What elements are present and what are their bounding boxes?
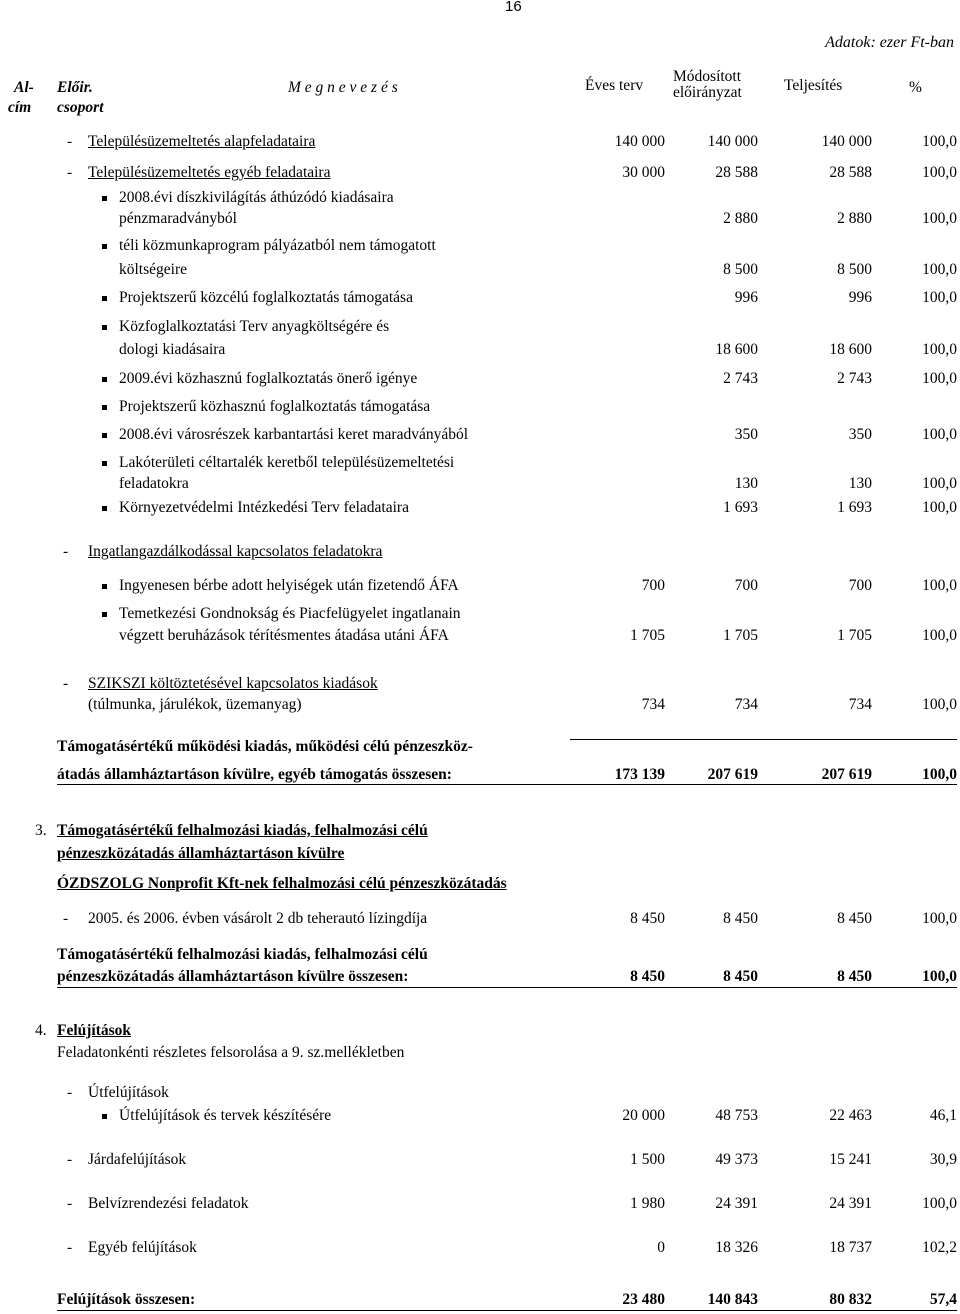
value-modositott: 49 373 [715,1151,758,1168]
value-eves-terv: 8 450 [630,910,665,927]
bullet-icon [102,377,107,382]
total-teljesites: 207 619 [821,766,872,783]
row-label-line2: feladatokra [119,475,189,492]
section-number: 4. [35,1022,47,1039]
value-teljesites: 8 450 [837,910,872,927]
row-label: Környezetvédelmi Intézkedési Terv feladataira [119,499,409,516]
value-percent: 100,0 [922,164,957,181]
total-percent: 100,0 [922,968,957,985]
row-label-line1: Lakóterületi céltartalék keretből településüzemeltetési [119,454,455,471]
row-label: Ingatlangazdálkodással kapcsolatos feladatokra [88,543,383,560]
section-note: Feladatonkénti részletes felsorolása a 9. sz.mellékletben [57,1044,405,1061]
row-label-line1: Közfoglalkoztatási Terv anyagköltségére és [119,318,390,335]
bullet-icon [102,506,107,511]
value-percent: 46,1 [929,1107,957,1124]
section-title: Felújítások [57,1022,132,1039]
value-modositott: 18 600 [715,341,758,358]
value-eves-terv: 734 [641,696,665,713]
row-label: 2005. és 2006. évben vásárolt 2 db teherautó lízingdíja [88,910,428,927]
value-eves-terv: 0 [657,1239,665,1256]
value-teljesites: 130 [848,475,872,492]
row-label-line2: költségeire [119,261,188,278]
value-modositott: 130 [734,475,758,492]
value-modositott: 700 [734,577,758,594]
value-eves-terv: 1 500 [630,1151,665,1168]
row-label: Egyéb felújítások [88,1239,197,1256]
row-label: Útfelújítások és tervek készítésére [119,1107,332,1124]
bullet-icon [102,405,107,410]
value-teljesites: 15 241 [829,1151,872,1168]
value-modositott: 48 753 [715,1107,758,1124]
value-percent: 100,0 [922,289,957,306]
total-modositott: 140 843 [707,1291,758,1308]
value-teljesites: 2 880 [837,210,872,227]
bullet-icon [102,196,107,201]
row-label: Településüzemeltetés alapfeladataira [88,133,316,150]
value-eves-terv: 1 980 [630,1195,665,1212]
dash: - [67,1151,73,1168]
total-label-line1: Támogatásértékű felhalmozási kiadás, felhalmozási célú [57,946,428,963]
value-modositott: 18 326 [715,1239,758,1256]
value-percent: 100,0 [922,370,957,387]
value-teljesites: 18 737 [829,1239,872,1256]
value-percent: 30,9 [929,1151,957,1168]
header-alcim-1: Al- [14,79,34,96]
row-label-line2: (túlmunka, járulékok, üzemanyag) [88,696,302,713]
row-label: Járdafelújítások [88,1151,187,1168]
dash: - [63,910,69,927]
value-percent: 100,0 [922,1195,957,1212]
value-percent: 100,0 [922,133,957,150]
bullet-icon [102,584,107,589]
header-eloir-1: Előir. [57,79,93,96]
bullet-icon [102,1114,107,1119]
value-percent: 100,0 [922,696,957,713]
dash: - [67,133,73,150]
total-teljesites: 8 450 [837,968,872,985]
header-alcim-2: cím [8,99,32,116]
value-modositott: 140 000 [707,133,758,150]
value-modositott: 2 880 [723,210,758,227]
divider [57,1310,957,1311]
row-label-line2: dologi kiadásaira [119,341,226,358]
total-label-line1: Támogatásértékű működési kiadás, működési célú pénzeszköz- [57,738,473,755]
value-teljesites: 1 693 [837,499,872,516]
value-percent: 100,0 [922,426,957,443]
header-eloir-2: csoport [57,99,104,116]
value-modositott: 8 450 [723,910,758,927]
value-teljesites: 734 [848,696,872,713]
row-label: Ingyenesen bérbe adott helyiségek után fizetendő ÁFA [119,577,459,594]
row-label-line1: SZIKSZI költöztetésével kapcsolatos kiadások [88,675,378,692]
total-modositott: 207 619 [707,766,758,783]
value-eves-terv: 1 705 [630,627,665,644]
value-teljesites: 8 500 [837,261,872,278]
units-note: Adatok: ezer Ft-ban [825,34,954,51]
value-teljesites: 22 463 [829,1107,872,1124]
header-modositott-1: Módosított [673,68,742,85]
value-modositott: 24 391 [715,1195,758,1212]
value-modositott: 28 588 [715,164,758,181]
value-modositott: 1 693 [723,499,758,516]
header-eves-terv: Éves terv [585,77,644,94]
bullet-icon [102,433,107,438]
total-teljesites: 80 832 [829,1291,872,1308]
divider [570,739,957,740]
header-teljesites: Teljesítés [784,77,843,94]
dash: - [63,543,69,560]
row-label: Belvízrendezési feladatok [88,1195,249,1212]
dash: - [63,675,69,692]
value-modositott: 2 743 [723,370,758,387]
header-megnevezes: M e g n e v e z é s [288,79,398,96]
value-teljesites: 700 [848,577,872,594]
section-number: 3. [35,822,47,839]
row-label: Településüzemeltetés egyéb feladataira [88,164,331,181]
value-percent: 100,0 [922,210,957,227]
value-eves-terv: 20 000 [622,1107,665,1124]
value-modositott: 734 [734,696,758,713]
value-modositott: 996 [734,289,758,306]
header-percent: % [909,79,922,96]
header-modositott-2: előirányzat [673,84,742,101]
value-percent: 100,0 [922,627,957,644]
row-label: 2009.évi közhasznú foglalkoztatás önerő igénye [119,370,418,387]
value-percent: 100,0 [922,475,957,492]
total-modositott: 8 450 [723,968,758,985]
value-percent: 100,0 [922,499,957,516]
value-eves-terv: 140 000 [614,133,665,150]
row-label: 2008.évi városrészek karbantartási keret maradványából [119,426,469,443]
row-label: Projektszerű közhasznú foglalkoztatás támogatása [119,398,431,415]
value-percent: 100,0 [922,910,957,927]
page-number: 16 [505,0,522,15]
value-percent: 102,2 [922,1239,957,1256]
bullet-icon [102,325,107,330]
total-percent: 100,0 [922,766,957,783]
row-label-line2: pénzmaradványból [119,210,237,227]
total-eves-terv: 8 450 [630,968,665,985]
row-label-line1: téli közmunkaprogram pályázatból nem támogatott [119,237,436,254]
value-percent: 100,0 [922,261,957,278]
total-percent: 57,4 [929,1291,957,1308]
total-label-line2: átadás államháztartáson kívülre, egyéb támogatás összesen: [57,766,452,783]
dash: - [67,164,73,181]
row-label-line1: 2008.évi díszkivilágítás áthúzódó kiadásaira [119,189,394,206]
value-teljesites: 2 743 [837,370,872,387]
total-eves-terv: 23 480 [622,1291,665,1308]
value-eves-terv: 700 [641,577,665,594]
value-teljesites: 24 391 [829,1195,872,1212]
dash: - [67,1084,73,1101]
total-eves-terv: 173 139 [614,766,665,783]
bullet-icon [102,612,107,617]
value-eves-terv: 30 000 [622,164,665,181]
section-title-line1: Támogatásértékű felhalmozási kiadás, felhalmozási célú [57,822,428,839]
row-label-line1: Temetkezési Gondnokság és Piacfelügyelet ingatlanain [119,605,461,622]
value-modositott: 1 705 [723,627,758,644]
value-teljesites: 28 588 [829,164,872,181]
value-teljesites: 18 600 [829,341,872,358]
value-teljesites: 140 000 [821,133,872,150]
value-modositott: 350 [734,426,758,443]
divider [57,784,957,785]
divider [57,987,957,988]
dash: - [67,1239,73,1256]
value-teljesites: 996 [848,289,872,306]
bullet-icon [102,296,107,301]
row-label-line2: végzett beruházások térítésmentes átadása utáni ÁFA [119,627,449,644]
value-teljesites: 1 705 [837,627,872,644]
total-label: Felújítások összesen: [57,1291,196,1308]
section-title-line2: pénzeszközátadás államháztartáson kívülre [57,845,345,862]
row-label: Útfelújítások [88,1084,169,1101]
value-percent: 100,0 [922,577,957,594]
value-percent: 100,0 [922,341,957,358]
section-subtitle: ÓZDSZOLG Nonprofit Kft-nek felhalmozási célú pénzeszközátadás [57,875,507,892]
dash: - [67,1195,73,1212]
row-label: Projektszerű közcélú foglalkoztatás támogatása [119,289,413,306]
total-label-line2: pénzeszközátadás államháztartáson kívülre összesen: [57,968,409,985]
bullet-icon [102,461,107,466]
value-modositott: 8 500 [723,261,758,278]
value-teljesites: 350 [848,426,872,443]
bullet-icon [102,244,107,249]
